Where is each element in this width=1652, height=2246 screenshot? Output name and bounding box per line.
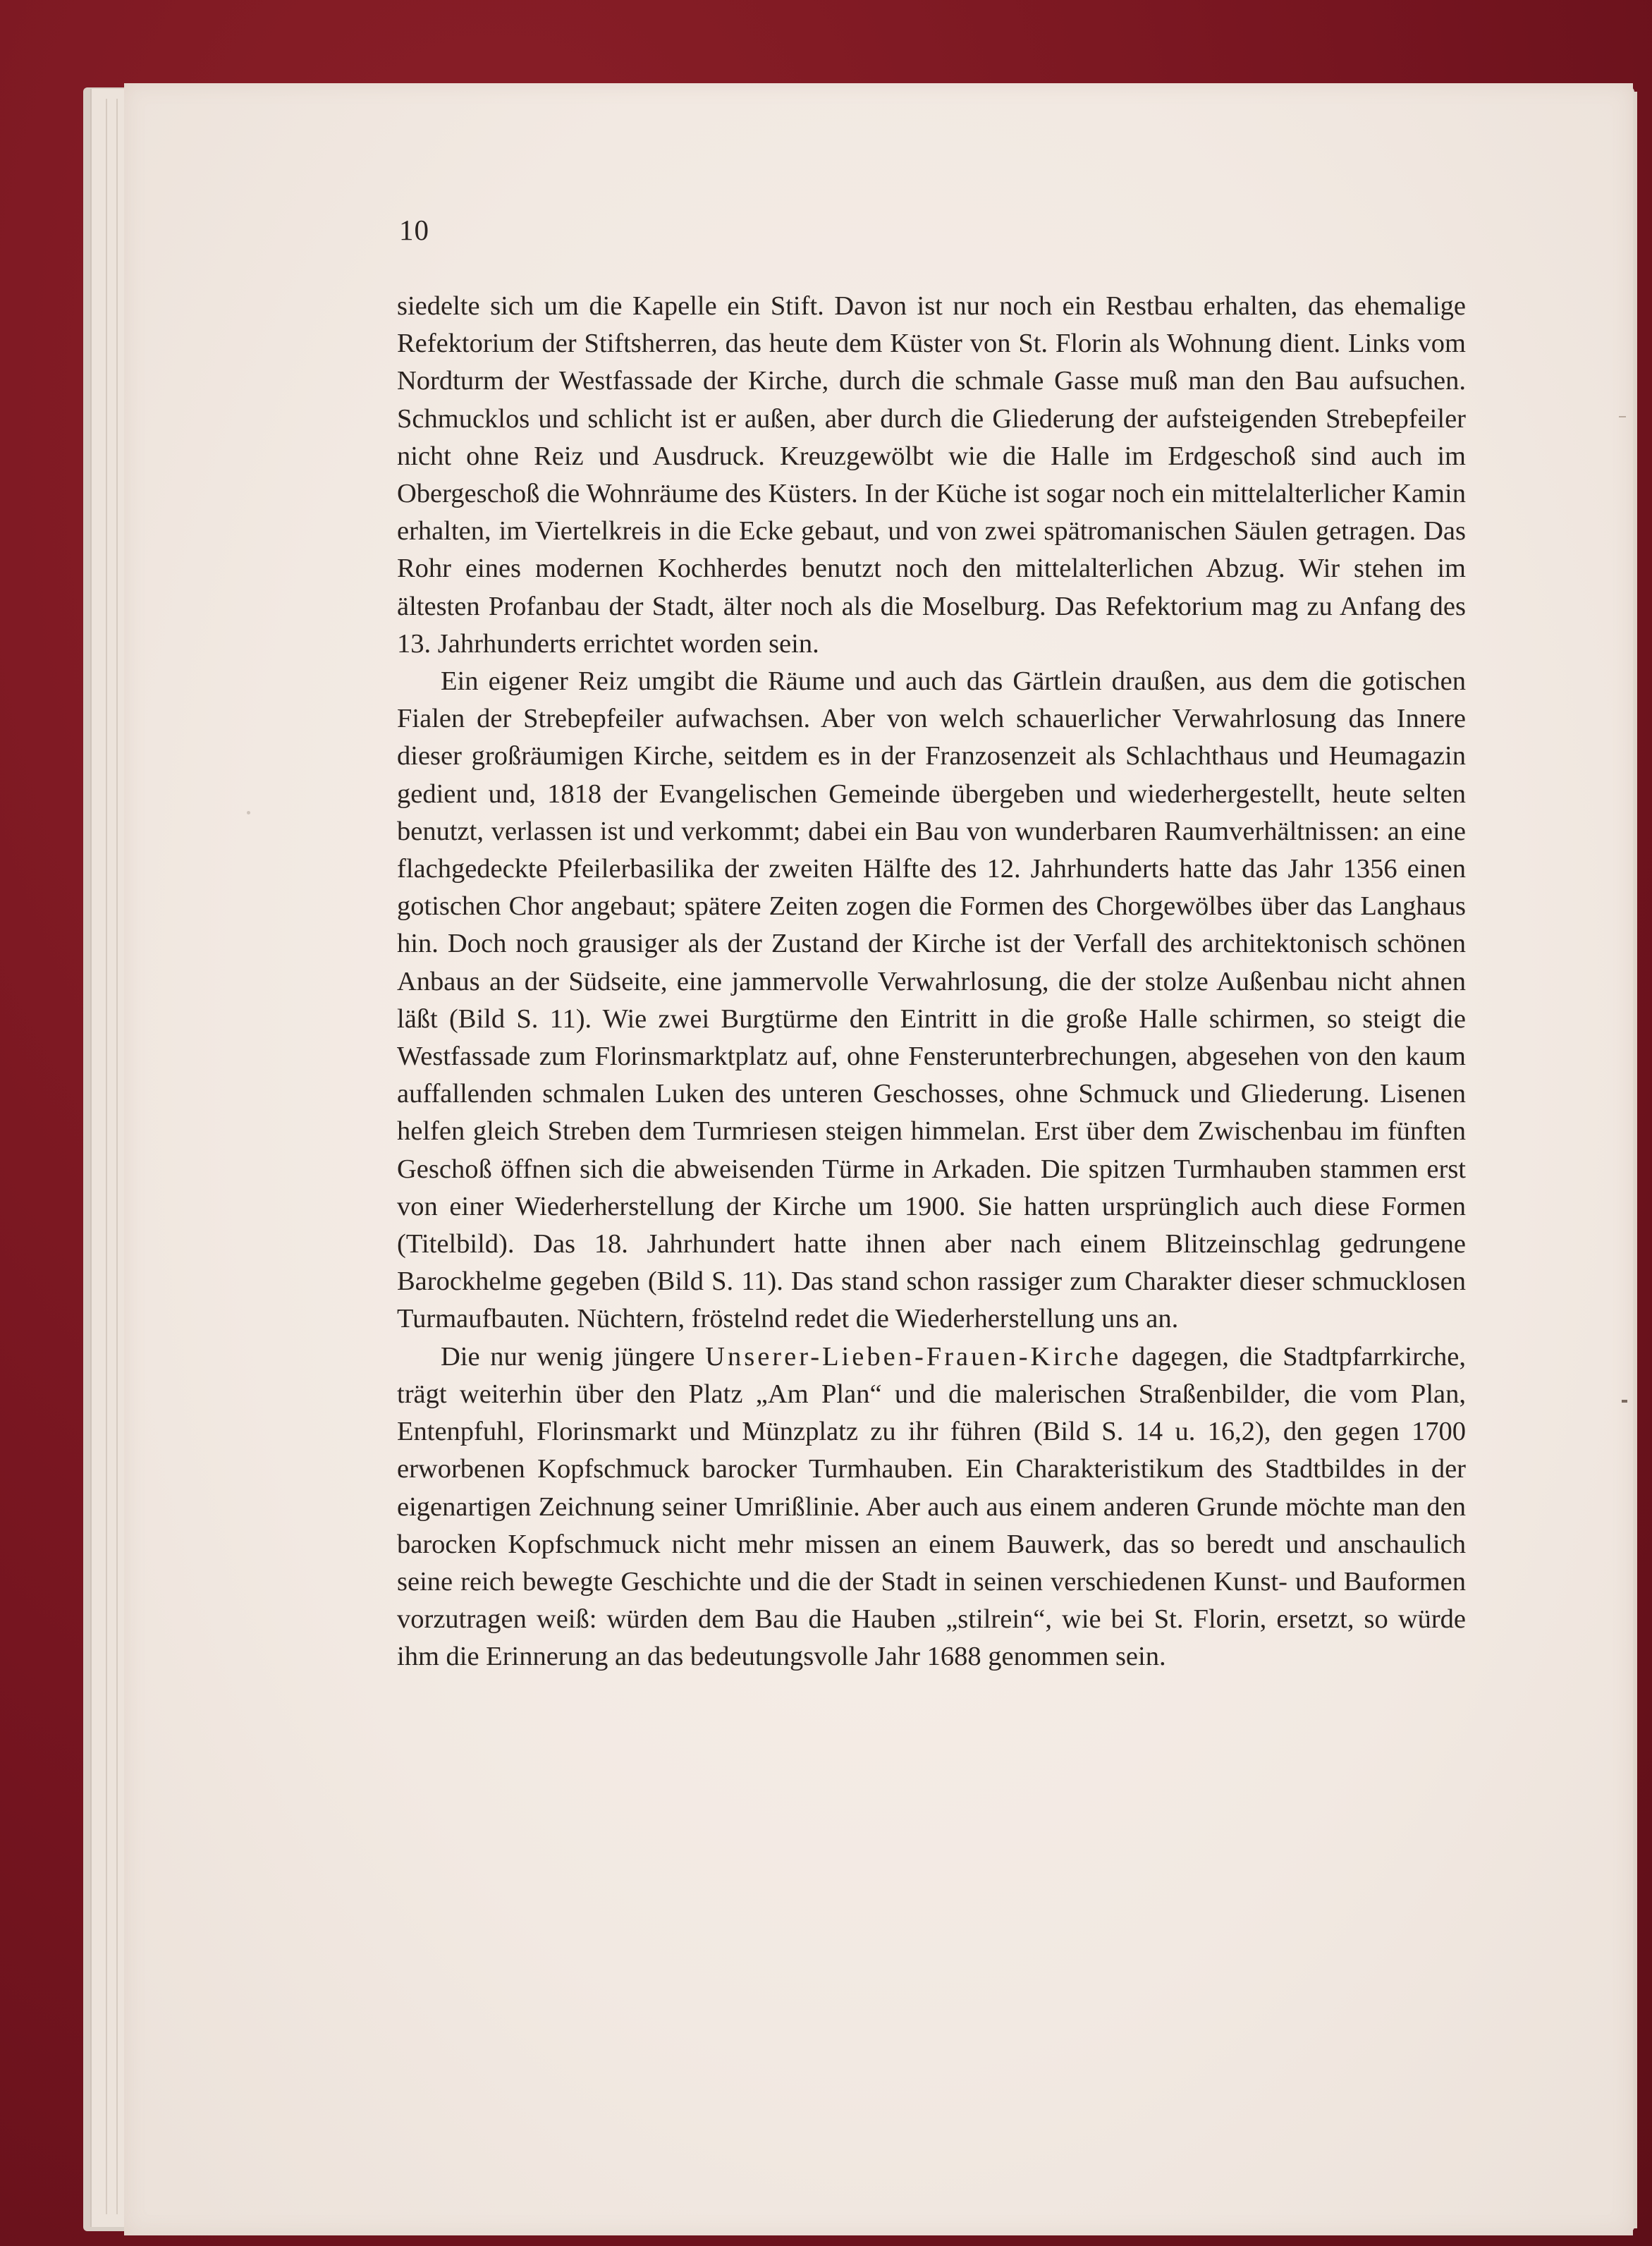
page-number: 10 (399, 214, 429, 246)
paragraph-2: Ein eigener Reiz umgibt die Räume und auch das Gärtlein draußen, aus dem die gotischen Fialen der Strebepfeiler aufwachsen. Aber von welch schauerlicher Verwahrlosung das Innere dieser großräumigen Kirche, seitdem es in der Franzosenzeit als Schlachthaus und Heumagazin gedient und, 1818 der Evangelischen Gemeinde übergeben und wiederhergestellt, heute selten benutzt, verlassen ist und verkommt; dabei ein Bau von wunderbaren Raumverhältnissen: an eine flachgedeckte Pfeilerbasilika der zweiten Hälfte des 12. Jahrhunderts hatte das Jahr 1356 einen gotischen Chor angebaut; spätere Zeiten zogen die Formen des Chorgewölbes über das Langhaus hin. Doch noch grausiger als der Zustand der Kirche ist der Verfall des architektonisch schönen Anbaus an der Südseite, eine jammervolle Verwahrlosung, die der stolze Außenbau nicht ahnen läßt (Bild S. 11). Wie zwei Burgtürme den Eintritt in die große Halle schirmen, so steigt die Westfassade zum Florinsmarktplatz auf, ohne Fensterunterbrechungen, abgesehen von den kaum auffallenden schmalen Luken des unteren Geschosses, ohne Schmuck und Gliederung. Lisenen helfen gleich Streben dem Turmriesen steigen himmelan. Erst über dem Zwischenbau im fünften Geschoß öffnen sich die abweisenden Türme in Arkaden. Die spitzen Turmhauben stammen erst von einer Wiederherstellung der Kirche um 1900. Sie hatten ursprünglich auch diese Formen (Titelbild). Das 18. Jahrhundert hatte ihnen aber nach einem Blitzeinschlag gedrungene Barockhelme gegeben (Bild S. 11). Das stand schon rassiger zum Charakter dieser schmucklosen Turmaufbauten. Nüchtern, fröstelnd redet die Wiederherstellung uns an. (397, 666, 1466, 1334)
paragraph-3 (397, 1338, 1466, 1676)
paper-speck (247, 811, 250, 814)
page-edge-line (116, 99, 118, 2214)
church-name-spaced: Unserer-Lieben-Frauen-Kirche (705, 1341, 1122, 1372)
body-text (397, 288, 1466, 1676)
edge-mark (1619, 416, 1626, 417)
paragraph-1: siedelte sich um die Kapelle ein Stift. Davon ist nur noch ein Restbau erhalten, das ehemalige Refektorium der Stiftsherren, das heute dem Küster von St. Florin als Wohnung dient. Links vom Nordturm der Westfassade der Kirche, durch die schmale Gasse muß man den Bau aufsuchen. Schmucklos und schlicht ist er außen, aber durch die Gliederung der aufsteigenden Strebepfeiler nicht ohne Reiz und Ausdruck. Kreuzgewölbt wie die Halle im Erdgeschoß sind auch im Obergeschoß die Wohnräume des Küsters. In der Küche ist sogar noch ein mittelalterlicher Kamin erhalten, im Viertelkreis in die Ecke gebaut, und von zwei spätromanischen Säulen getragen. Das Rohr eines modernen Kochherdes benutzt noch den mittelalterlichen Abzug. Wir stehen im ältesten Profanbau der Stadt, älter noch als die Moselburg. Das Refektorium mag zu Anfang des 13. Jahrhunderts errichtet worden sein. (397, 291, 1466, 659)
paragraph-3-rest: dagegen, die Stadtpfarrkirche, trägt weiterhin über den Platz „Am Plan“ und die malerischen Straßenbilder, die vom Plan, Entenpfuhl, Florinsmarkt und Münzplatz zu ihr führen (Bild S. 14 u. 16,2), den gegen 1700 erworbenen Kopfschmuck barocker Turmhauben. Ein Charakteristikum des Stadtbildes in der eigenartigen Zeichnung seiner Umrißlinie. Aber auch aus einem anderen Grunde möchte man den barocken Kopfschmuck nicht mehr missen an einem Bauwerk, das so beredt und anschaulich seine reich bewegte Geschichte und die der Stadt in seinen verschiedenen Kunst- und Bauformen vorzutragen weiß: würden dem Bau die Hauben „stilrein“, wie bei St. Florin, ersetzt, so würde ihm die Erinnerung an das bedeutungsvolle Jahr 1688 genommen sein. (397, 1341, 1466, 1672)
paragraph-3-start: Die nur wenig jüngere (441, 1341, 706, 1372)
page-edge-line (106, 99, 107, 2214)
edge-mark (1622, 1400, 1627, 1403)
